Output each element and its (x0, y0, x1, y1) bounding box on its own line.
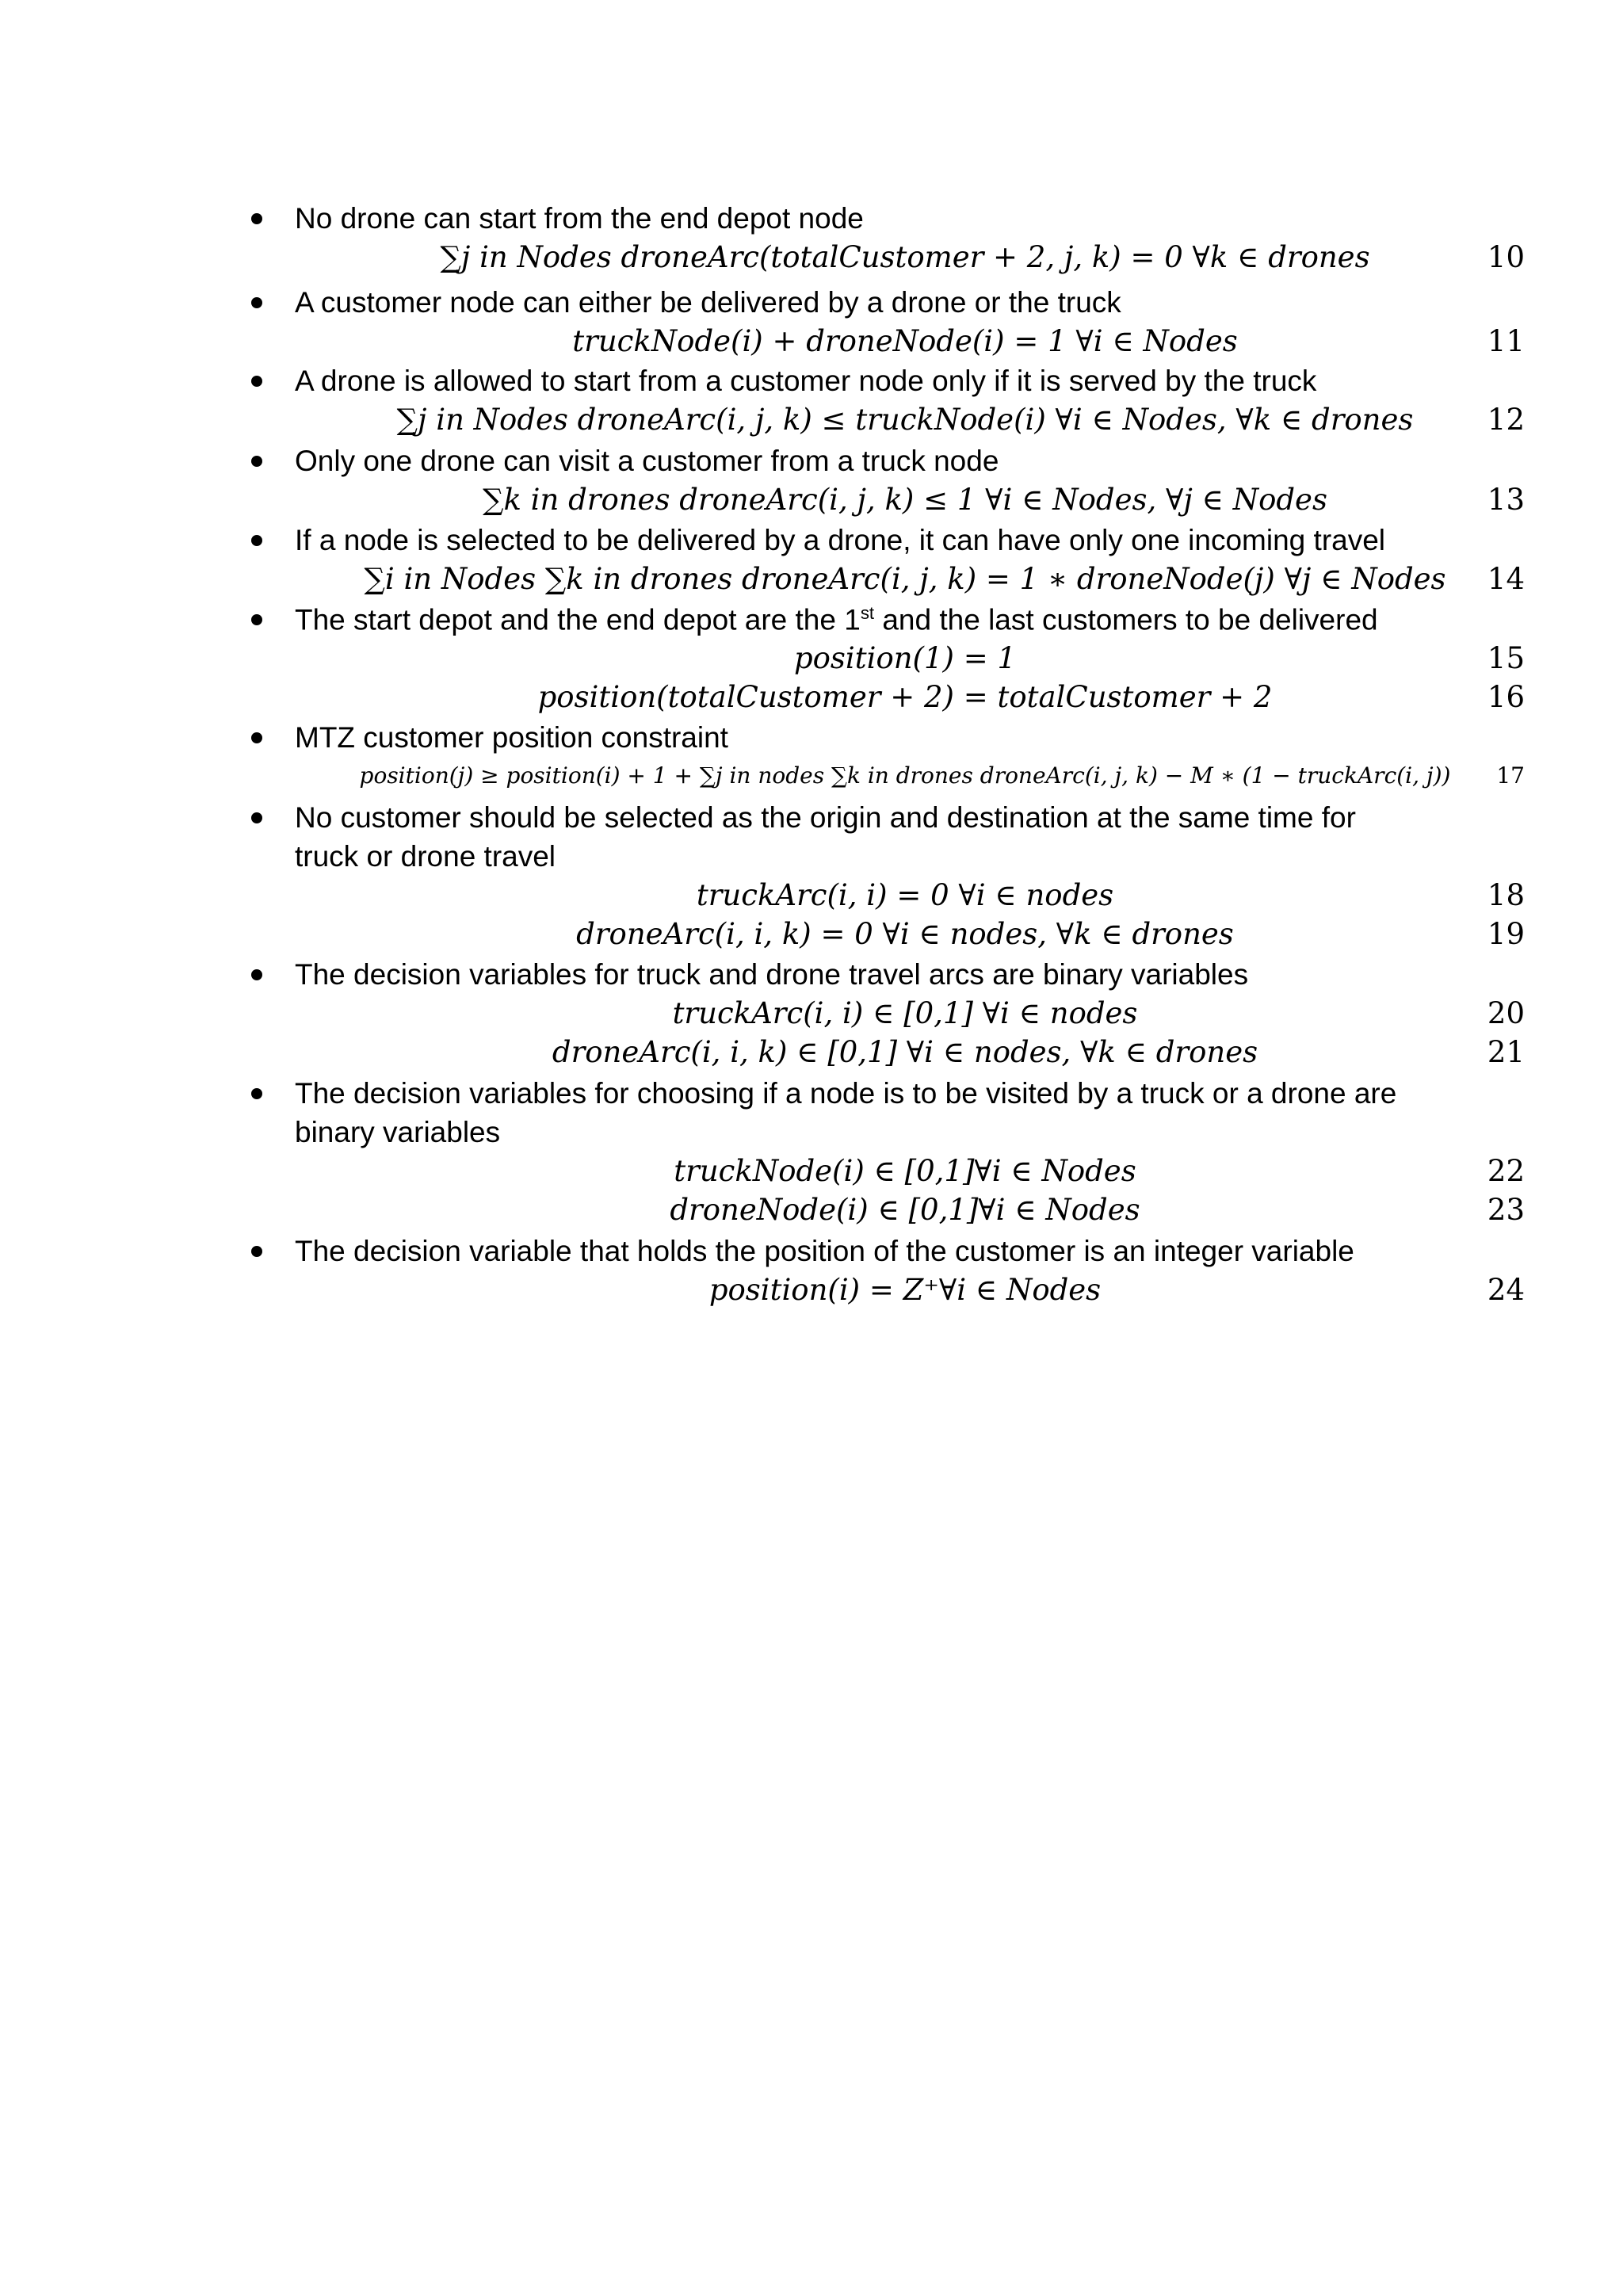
equation: truckArc(i, i) = 0 ∀i ∈ nodes (696, 878, 1114, 912)
constraint-text: If a node is selected to be delivered by a drone, it can have only one incoming travel (295, 524, 1386, 556)
constraint-text: The decision variables for choosing if a node is to be visited by a truck or a drone are (295, 1077, 1397, 1110)
text-part: The start depot and the end depot are the 1 (295, 603, 861, 636)
bullet (251, 812, 262, 823)
equation: position(1) = 1 (793, 641, 1017, 675)
bullet (251, 1246, 262, 1257)
equation: ∑j in Nodes droneArc(i, j, k) ≤ truckNode(i) ∀i ∈ Nodes, ∀k ∈ drones (396, 403, 1414, 437)
constraint-text-continued: binary variables (295, 1116, 501, 1148)
text-part: and the last customers to be delivered (874, 603, 1378, 636)
equation: droneNode(i) ∈ [0,1]∀i ∈ Nodes (670, 1193, 1140, 1227)
equation-number: 10 (1487, 240, 1525, 274)
equation: ∑i in Nodes ∑k in drones droneArc(i, j, k) = 1 ∗ droneNode(j) ∀j ∈ Nodes (364, 562, 1446, 596)
bullet (251, 969, 262, 980)
constraint-text: No drone can start from the end depot node (295, 202, 864, 235)
constraint-text: The decision variable that holds the position of the customer is an integer variable (295, 1235, 1354, 1267)
equation-number: 16 (1487, 680, 1525, 714)
equation: truckNode(i) + droneNode(i) = 1 ∀i ∈ Nodes (572, 324, 1238, 358)
equation-number: 19 (1487, 917, 1525, 951)
bullet (251, 1088, 262, 1099)
bullet (251, 376, 262, 387)
equation: position(totalCustomer + 2) = totalCustomer + 2 (537, 680, 1273, 714)
equation: position(j) ≥ position(i) + 1 + ∑j in nodes ∑k in drones droneArc(i, j, k) − M ∗ (1 − truckArc(i, j)) (359, 762, 1451, 789)
ordinal-superscript: st (860, 603, 875, 623)
bullet (251, 732, 262, 743)
equation-number: 24 (1487, 1273, 1525, 1307)
bullet (251, 535, 262, 546)
equation-number: 18 (1487, 878, 1525, 912)
constraint-text: The decision variables for truck and drone travel arcs are binary variables (295, 958, 1249, 991)
equation-number: 22 (1487, 1154, 1525, 1188)
constraint-text: A customer node can either be delivered by a drone or the truck (295, 286, 1121, 319)
equation: droneArc(i, i, k) ∈ [0,1] ∀i ∈ nodes, ∀k ∈ drones (552, 1035, 1258, 1069)
equation: truckArc(i, i) ∈ [0,1] ∀i ∈ nodes (672, 996, 1138, 1030)
bullet (251, 297, 262, 308)
equation-number: 11 (1487, 324, 1525, 358)
constraint-text: No customer should be selected as the origin and destination at the same time for (295, 801, 1356, 834)
constraint-text: A drone is allowed to start from a customer node only if it is served by the truck (295, 365, 1317, 397)
constraint-text: MTZ customer position constraint (295, 721, 728, 754)
equation: position(i) = Z⁺∀i ∈ Nodes (708, 1273, 1102, 1307)
constraint-text (295, 603, 1378, 636)
equation-number: 13 (1487, 483, 1525, 517)
equation: ∑k in drones droneArc(i, j, k) ≤ 1 ∀i ∈ Nodes, ∀j ∈ Nodes (483, 483, 1327, 517)
equation-number: 21 (1487, 1035, 1525, 1069)
constraint-text: Only one drone can visit a customer from a truck node (295, 445, 999, 477)
constraint-text-continued: truck or drone travel (295, 840, 556, 873)
bullet (251, 213, 262, 224)
equation-number: 12 (1487, 403, 1525, 437)
bullet (251, 456, 262, 467)
equation-number: 14 (1487, 562, 1525, 596)
equation-number: 20 (1487, 996, 1525, 1030)
equation-number: 15 (1487, 641, 1525, 675)
equation: truckNode(i) ∈ [0,1]∀i ∈ Nodes (674, 1154, 1136, 1188)
equation: droneArc(i, i, k) = 0 ∀i ∈ nodes, ∀k ∈ drones (576, 917, 1234, 951)
bullet (251, 614, 262, 625)
equation-number: 17 (1496, 762, 1525, 789)
equation-number: 23 (1487, 1193, 1525, 1227)
equation: ∑j in Nodes droneArc(totalCustomer + 2, j, k) = 0 ∀k ∈ drones (440, 240, 1370, 274)
